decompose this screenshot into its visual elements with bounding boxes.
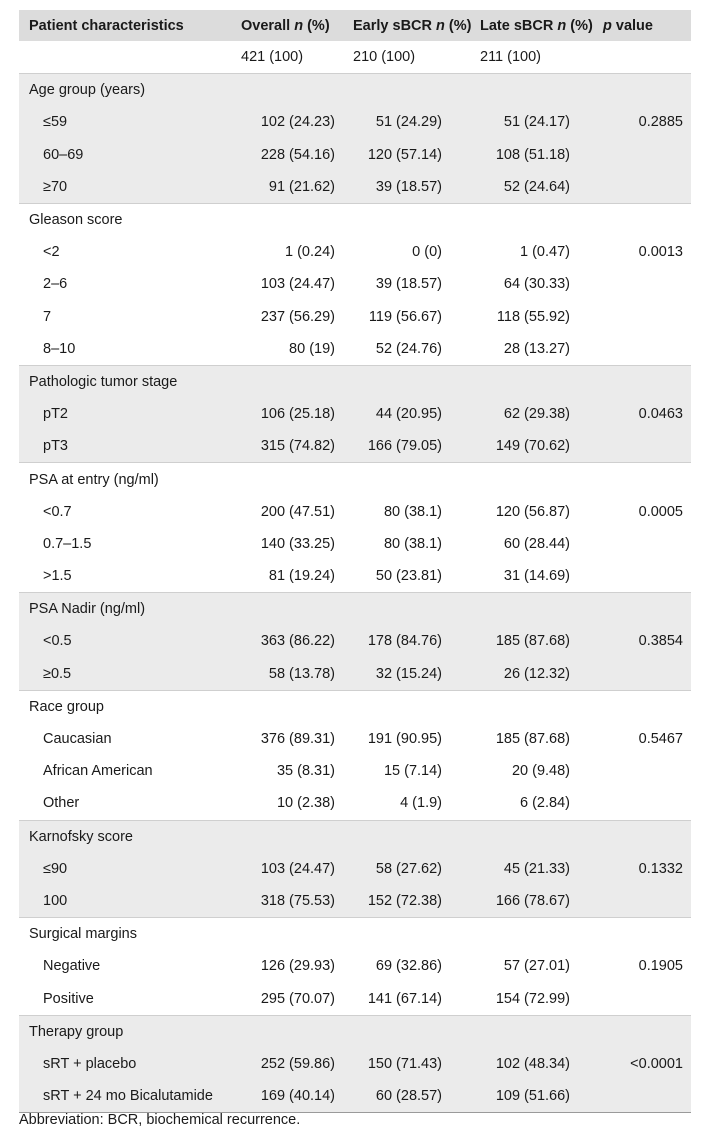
- row-label: <0.5: [19, 625, 231, 657]
- cell-p-value: 0.1332: [593, 853, 691, 885]
- header-p-value: p value: [593, 10, 691, 41]
- empty-cell: [343, 690, 470, 723]
- table-row: [19, 236, 691, 268]
- cell-overall: 1 (0.24): [285, 244, 335, 261]
- cell-early-sbcr: 166 (79.05): [343, 430, 470, 463]
- table-row: [19, 885, 691, 918]
- table-row: [19, 560, 691, 593]
- cell-late-sbcr: 102 (48.34): [470, 1048, 593, 1080]
- cell-p-value: [593, 787, 691, 820]
- table-row: [19, 658, 691, 691]
- row-label: ≤59: [19, 106, 231, 138]
- empty-cell: [343, 203, 470, 236]
- cell-overall: 318 (75.53): [231, 885, 343, 918]
- group-title: Age group (years): [19, 74, 231, 107]
- empty-cell: [470, 820, 593, 853]
- cell-overall: 315 (74.82): [231, 430, 343, 463]
- row-label: pT2: [19, 398, 231, 430]
- table-row: [19, 528, 691, 560]
- cell-overall: 140 (33.25): [260, 535, 335, 552]
- cell-late-sbcr: 28 (13.27): [503, 340, 570, 357]
- empty-cell: [593, 918, 691, 951]
- group-header-row: [19, 463, 691, 496]
- table-row: [19, 755, 691, 787]
- row-label: Other: [43, 795, 80, 812]
- cell-p-value: [593, 560, 691, 593]
- cell-p-value: [593, 333, 691, 366]
- table-row: [19, 1048, 691, 1080]
- cell-late-sbcr: 62 (29.38): [470, 398, 593, 430]
- cell-early-sbcr: 50 (23.81): [375, 568, 442, 585]
- table-row: [19, 139, 691, 171]
- group-title: Gleason score: [19, 203, 231, 236]
- table-row: [19, 496, 691, 528]
- cell-overall: 10 (2.38): [276, 795, 335, 812]
- cell-early-sbcr: 178 (84.76): [343, 625, 470, 657]
- cell-late-sbcr: 109 (51.66): [470, 1080, 593, 1113]
- cell-p-value: 0.0005: [638, 503, 683, 520]
- row-label: Positive: [43, 990, 94, 1007]
- empty-cell: [593, 1015, 691, 1048]
- group-header-row: [19, 593, 691, 626]
- empty-cell: [593, 593, 691, 626]
- table-row: [19, 853, 691, 885]
- group-title: Therapy group: [19, 1015, 231, 1048]
- group-title: PSA at entry (ng/ml): [19, 463, 231, 496]
- group-header-row: [19, 365, 691, 398]
- cell-late-sbcr: 185 (87.68): [495, 731, 570, 748]
- empty-cell: [231, 690, 343, 723]
- cell-early-sbcr: 80 (38.1): [383, 503, 442, 520]
- empty-cell: [343, 463, 470, 496]
- group-header-row: [19, 203, 691, 236]
- cell-p-value: [593, 301, 691, 333]
- cell-late-sbcr: 6 (2.84): [520, 795, 570, 812]
- cell-early-sbcr: 60 (28.57): [343, 1080, 470, 1113]
- table-row: [19, 430, 691, 463]
- cell-early-sbcr: 44 (20.95): [343, 398, 470, 430]
- empty-cell: [470, 365, 593, 398]
- cell-p-value: 0.3854: [593, 625, 691, 657]
- cell-early-sbcr: 52 (24.76): [375, 340, 442, 357]
- cell-overall: 103 (24.47): [260, 276, 335, 293]
- cell-overall: 58 (13.78): [231, 658, 343, 691]
- empty-cell: [593, 463, 691, 496]
- empty-cell: [231, 1015, 343, 1048]
- table-row: [19, 625, 691, 657]
- cell-overall: 106 (25.18): [231, 398, 343, 430]
- empty-cell: [593, 820, 691, 853]
- empty-cell: [343, 918, 470, 951]
- cell-p-value: 0.1905: [638, 958, 683, 975]
- empty-cell: [470, 203, 593, 236]
- row-label: Negative: [43, 958, 101, 975]
- table-body: [19, 41, 691, 1113]
- group-header-row: [19, 918, 691, 951]
- cell-p-value: [593, 139, 691, 171]
- cell-p-value: <0.0001: [593, 1048, 691, 1080]
- header-overall: Overall n (%): [231, 10, 343, 41]
- cell-p-value: [593, 430, 691, 463]
- header-late-sbcr: Late sBCR n (%): [470, 10, 593, 41]
- empty-cell: [593, 203, 691, 236]
- empty-cell: [593, 74, 691, 107]
- cell-overall: 376 (89.31): [260, 731, 335, 748]
- empty-cell: [343, 593, 470, 626]
- cell-late-sbcr: 51 (24.17): [470, 106, 593, 138]
- cell-p-value: [593, 755, 691, 787]
- empty-cell: [470, 690, 593, 723]
- table-row: [19, 106, 691, 138]
- cell-late-sbcr: 108 (51.18): [470, 139, 593, 171]
- empty-cell: [231, 820, 343, 853]
- empty-cell: [231, 463, 343, 496]
- header-early-sbcr: Early sBCR n (%): [343, 10, 470, 41]
- cell-p-value: [593, 1080, 691, 1113]
- cell-overall: 126 (29.93): [260, 958, 335, 975]
- cell-early-sbcr: 15 (7.14): [383, 763, 442, 780]
- table-row: [19, 1080, 691, 1113]
- cell-overall: 103 (24.47): [231, 853, 343, 885]
- cell-overall: 363 (86.22): [231, 625, 343, 657]
- cell-late-sbcr: 154 (72.99): [495, 990, 570, 1007]
- cell-p-value: [593, 528, 691, 560]
- cell-early-sbcr: 141 (67.14): [367, 990, 442, 1007]
- row-label: ≥70: [19, 171, 231, 204]
- group-header-row: [19, 690, 691, 723]
- empty-cell: [470, 463, 593, 496]
- group-title: Surgical margins: [19, 918, 231, 951]
- empty-cell: [231, 203, 343, 236]
- group-header-row: [19, 74, 691, 107]
- table-container: [19, 10, 691, 1113]
- cell-late-sbcr: 185 (87.68): [470, 625, 593, 657]
- cell-p-value: 0.0013: [638, 244, 683, 261]
- cell-early-sbcr: 58 (27.62): [343, 853, 470, 885]
- cell-early-sbcr: 69 (32.86): [375, 958, 442, 975]
- cell-overall: 228 (54.16): [231, 139, 343, 171]
- cell-late-sbcr: 52 (24.64): [470, 171, 593, 204]
- cell-late-sbcr: 120 (56.87): [495, 503, 570, 520]
- table-row: [19, 301, 691, 333]
- cell-overall: 35 (8.31): [276, 763, 335, 780]
- empty-cell: [343, 1015, 470, 1048]
- row-label: sRT + placebo: [19, 1048, 231, 1080]
- empty-cell: [593, 365, 691, 398]
- row-label: 2–6: [43, 276, 68, 293]
- cell-early-sbcr: 32 (15.24): [343, 658, 470, 691]
- cell-early-sbcr: 39 (18.57): [375, 276, 442, 293]
- cell-overall: 91 (21.62): [231, 171, 343, 204]
- group-title: Race group: [19, 690, 231, 723]
- empty-cell: [470, 74, 593, 107]
- cell-late-sbcr: 64 (30.33): [503, 276, 570, 293]
- cell-overall: 295 (70.07): [260, 990, 335, 1007]
- cell-p-value: [593, 885, 691, 918]
- empty-cell: [231, 365, 343, 398]
- cell-overall: 252 (59.86): [231, 1048, 343, 1080]
- cell-early-sbcr: 191 (90.95): [367, 731, 442, 748]
- cell-late-sbcr: 20 (9.48): [511, 763, 570, 780]
- row-label: 100: [19, 885, 231, 918]
- cell-p-value: [593, 268, 691, 300]
- cell-early-sbcr: 150 (71.43): [343, 1048, 470, 1080]
- empty-cell: [231, 74, 343, 107]
- table-row: [19, 787, 691, 820]
- patient-characteristics-table: [19, 10, 691, 1113]
- cell-late-sbcr: 118 (55.92): [496, 308, 570, 325]
- cell-overall: 80 (19): [289, 340, 335, 357]
- cell-early-sbcr: 39 (18.57): [343, 171, 470, 204]
- totals-overall: 421 (100): [241, 49, 304, 66]
- table-row: [19, 333, 691, 366]
- empty-cell: [343, 74, 470, 107]
- header-row: [19, 10, 691, 41]
- cell-early-sbcr: 120 (57.14): [343, 139, 470, 171]
- cell-early-sbcr: 51 (24.29): [343, 106, 470, 138]
- cell-p-value: [593, 982, 691, 1015]
- cell-late-sbcr: 60 (28.44): [503, 535, 570, 552]
- table-header: [19, 10, 691, 41]
- cell-late-sbcr: 166 (78.67): [470, 885, 593, 918]
- cell-early-sbcr: 80 (38.1): [383, 535, 442, 552]
- group-header-row: [19, 1015, 691, 1048]
- header-characteristics: Patient characteristics: [19, 10, 231, 41]
- row-label: 7: [43, 308, 52, 325]
- totals-label: [19, 41, 231, 74]
- table-row: [19, 398, 691, 430]
- cell-overall: 81 (19.24): [268, 568, 335, 585]
- cell-late-sbcr: 45 (21.33): [470, 853, 593, 885]
- cell-p-value: 0.0463: [593, 398, 691, 430]
- cell-early-sbcr: 152 (72.38): [343, 885, 470, 918]
- row-label: pT3: [19, 430, 231, 463]
- row-label: African American: [43, 763, 153, 780]
- cell-p-value: [593, 658, 691, 691]
- empty-cell: [470, 1015, 593, 1048]
- row-label: Caucasian: [43, 731, 112, 748]
- empty-cell: [593, 690, 691, 723]
- cell-late-sbcr: 57 (27.01): [503, 958, 570, 975]
- group-header-row: [19, 820, 691, 853]
- cell-late-sbcr: 26 (12.32): [470, 658, 593, 691]
- table-row: [19, 171, 691, 204]
- table-row: [19, 268, 691, 300]
- cell-overall: 102 (24.23): [231, 106, 343, 138]
- table-row: [19, 950, 691, 982]
- group-title: PSA Nadir (ng/ml): [19, 593, 231, 626]
- row-label: ≤90: [19, 853, 231, 885]
- cell-early-sbcr: 4 (1.9): [400, 795, 442, 812]
- totals-row: [19, 41, 691, 74]
- cell-p-value: 0.2885: [593, 106, 691, 138]
- row-label: 0.7–1.5: [43, 535, 92, 552]
- totals-p: [593, 41, 691, 74]
- cell-p-value: [593, 171, 691, 204]
- row-label: ≥0.5: [19, 658, 231, 691]
- row-label: 8–10: [43, 340, 76, 357]
- cell-overall: 237 (56.29): [260, 308, 335, 325]
- row-label: >1.5: [43, 568, 72, 585]
- group-title: Karnofsky score: [19, 820, 231, 853]
- cell-p-value: 0.5467: [638, 731, 683, 748]
- cell-early-sbcr: 0 (0): [412, 244, 442, 261]
- totals-early: 210 (100): [353, 49, 416, 66]
- table-row: [19, 982, 691, 1015]
- cell-early-sbcr: 119 (56.67): [368, 308, 442, 325]
- group-title: Pathologic tumor stage: [19, 365, 231, 398]
- row-label: <2: [43, 244, 60, 261]
- totals-late: 211 (100): [480, 49, 541, 66]
- cell-late-sbcr: 1 (0.47): [520, 244, 570, 261]
- table-row: [19, 723, 691, 755]
- cell-overall: 169 (40.14): [231, 1080, 343, 1113]
- empty-cell: [231, 593, 343, 626]
- empty-cell: [470, 918, 593, 951]
- row-label: <0.7: [43, 503, 72, 520]
- cell-late-sbcr: 149 (70.62): [470, 430, 593, 463]
- cell-late-sbcr: 31 (14.69): [503, 568, 570, 585]
- cell-overall: 200 (47.51): [260, 503, 335, 520]
- empty-cell: [343, 820, 470, 853]
- empty-cell: [231, 918, 343, 951]
- row-label: sRT + 24 mo Bicalutamide: [19, 1080, 231, 1113]
- empty-cell: [343, 365, 470, 398]
- empty-cell: [470, 593, 593, 626]
- table-footnote: Abbreviation: BCR, biochemical recurrence.: [19, 1112, 301, 1128]
- row-label: 60–69: [19, 139, 231, 171]
